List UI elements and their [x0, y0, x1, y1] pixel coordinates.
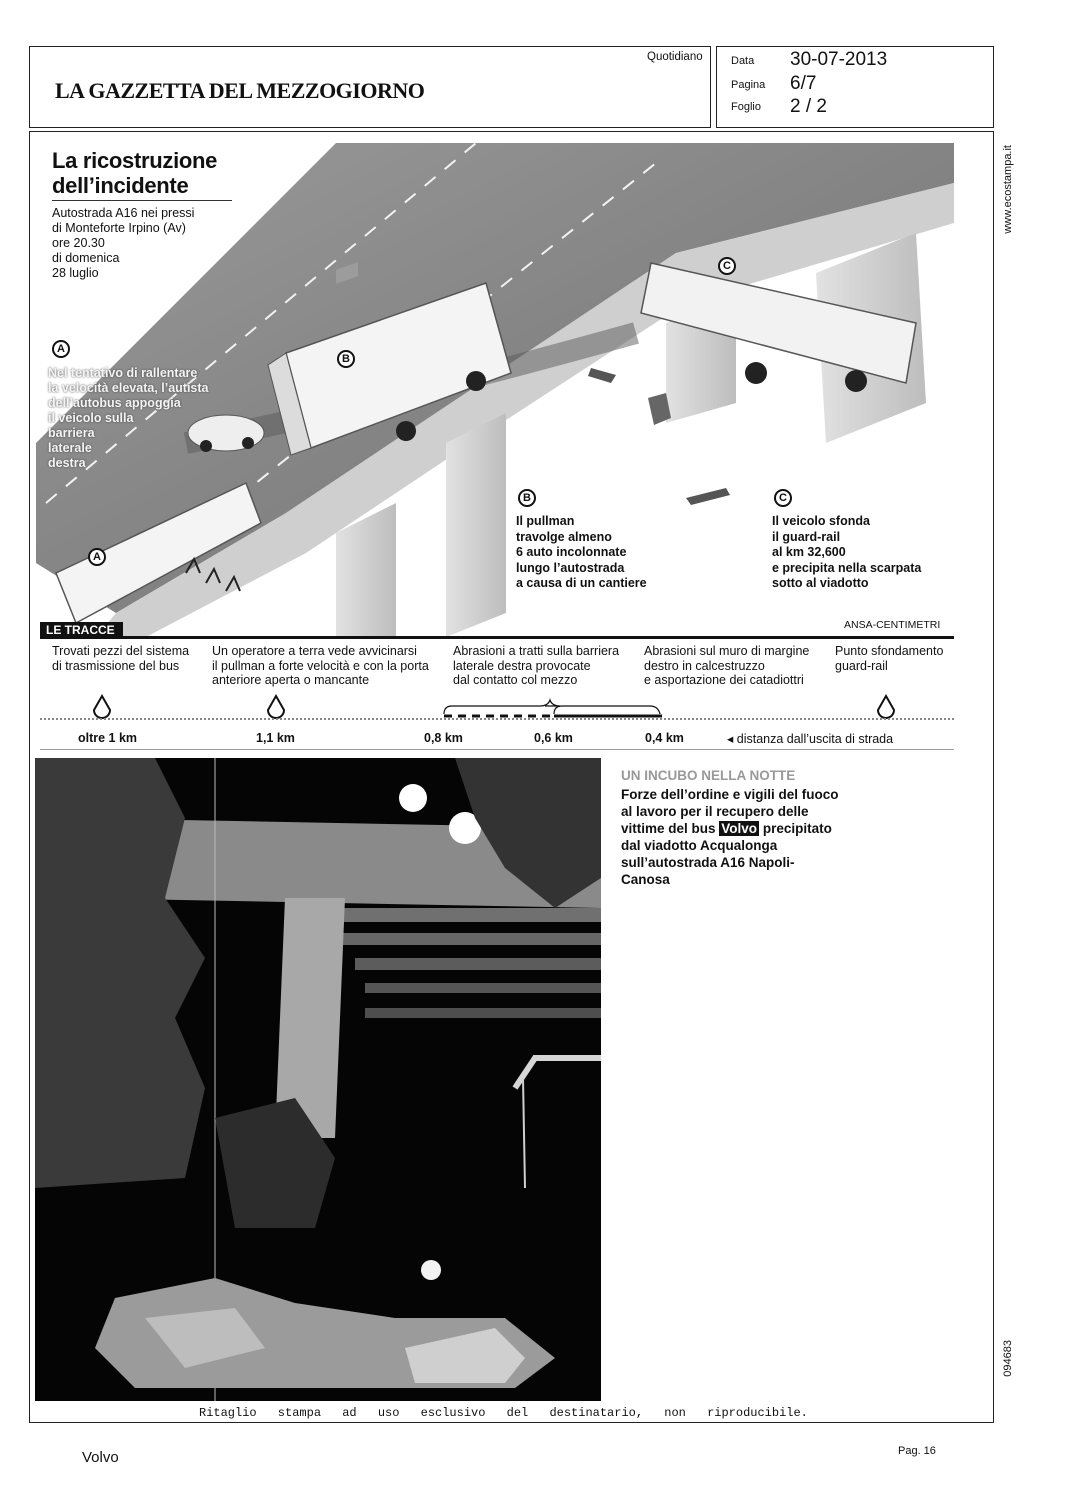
photo-beam [365, 1008, 601, 1018]
viaduct-pier [446, 413, 506, 637]
trace-line: Trovati pezzi del sistema [52, 644, 190, 658]
note-line: il guard-rail [772, 529, 841, 544]
drop-marker [268, 696, 284, 718]
debris [588, 368, 616, 383]
page-value: 6/7 [790, 73, 817, 94]
note-line: 6 auto incolonnate [516, 545, 627, 559]
trace-line: anteriore aperta o mancante [212, 673, 370, 687]
distance-label: 0,6 km [534, 731, 573, 745]
note-line: travolge almeno [516, 529, 612, 544]
badge-c: C [718, 257, 736, 275]
trace-line: e asportazione dei catadiottri [644, 673, 804, 687]
trace-line: di trasmissione del bus [52, 658, 180, 673]
distance-label: oltre 1 km [78, 731, 138, 745]
subtitle-line: di domenica [52, 251, 120, 265]
subtitle-line: ore 20.30 [52, 236, 105, 250]
infographic-subtitle [52, 206, 242, 281]
infographic-title [52, 148, 217, 198]
distance-label: 0,8 km [424, 731, 463, 745]
drop-marker [878, 696, 894, 718]
trace-item [52, 644, 189, 673]
trace-line: destro in calcestruzzo [644, 658, 765, 673]
badge-a-bus: A [88, 548, 106, 566]
photo-caption [621, 786, 841, 888]
masthead: LA GAZZETTA DEL MEZZOGIORNO [55, 78, 425, 103]
caption-kicker: UN INCUBO NELLA NOTTE [621, 768, 796, 783]
page-number: Pag. 16 [898, 1445, 936, 1457]
trace-line: laterale destra provocate [453, 658, 591, 673]
trace-line: guard-rail [835, 658, 888, 673]
note-line: la velocità elevata, l’autista [48, 381, 209, 395]
note-line: Il veicolo sfonda [772, 514, 870, 528]
note-line: sotto al viadotto [772, 576, 869, 590]
infographic-bottom-rule [40, 749, 954, 750]
subtitle-line: 28 luglio [52, 266, 99, 280]
flood-light [421, 1260, 441, 1280]
trace-line: dal contatto col mezzo [453, 673, 578, 687]
note-line: a causa di un cantiere [516, 576, 647, 590]
trace-item [212, 644, 429, 688]
page-label: Pagina [731, 79, 766, 91]
trace-line: il pullman a forte velocità e con la porta [212, 658, 429, 673]
badge-a: A [52, 340, 70, 358]
distance-caption: ◂ distanza dall’uscita di strada [727, 732, 894, 746]
note-line: barriera [48, 426, 95, 440]
trace-line: Punto sfondamento [835, 644, 944, 658]
debris [686, 488, 730, 505]
distance-axis [40, 718, 954, 720]
subtitle-line: Autostrada A16 nei pressi [52, 206, 195, 220]
sheet-value: 2 / 2 [790, 96, 827, 117]
note-c [772, 514, 947, 592]
badge-b: B [337, 350, 355, 368]
flood-light [399, 784, 427, 812]
caption-text: Forze dell’ordine e vigili del fuoco al lavoro per il recupero delle vittime del bus [621, 787, 839, 836]
distance-markers [40, 692, 954, 726]
title-rule [52, 200, 232, 201]
note-line: laterale [48, 441, 92, 455]
brace [554, 706, 660, 714]
note-line: Il pullman [516, 514, 575, 528]
tracce-label: LE TRACCE [40, 622, 123, 639]
sheet-label: Foglio [731, 101, 761, 113]
trace-line: Abrasioni sul muro di margine [644, 644, 810, 658]
note-line: Nel tentativo di rallentare [48, 366, 198, 380]
trace-item [453, 644, 619, 688]
keyword: Volvo [82, 1449, 119, 1466]
tracce-rule [40, 636, 954, 639]
brace [444, 700, 560, 714]
drop-marker [94, 696, 110, 718]
date-label: Data [731, 55, 755, 67]
distance-label: 0,4 km [645, 731, 684, 745]
badge-c-note: C [774, 489, 792, 507]
credit: ANSA-CENTIMETRI [844, 619, 941, 631]
trace-item [644, 644, 809, 688]
note-line: destra [48, 456, 86, 470]
caption-text: precipitato dal viadotto Acqualonga sull’autostrada A16 Napoli-Canosa [621, 821, 832, 887]
trace-line: Un operatore a terra vede avvicinarsi [212, 644, 417, 658]
subtitle-line: di Monteforte Irpino (Av) [52, 221, 186, 235]
photo-beam [365, 983, 601, 993]
trace-line: Abrasioni a tratti sulla barriera [453, 644, 620, 658]
date-value: 30-07-2013 [790, 49, 888, 70]
note-line: al km 32,600 [772, 545, 846, 559]
publication-type: Quotidiano [647, 51, 703, 63]
photo-beam [335, 933, 601, 945]
note-line: dell’autobus appoggia [48, 396, 181, 410]
clipping-note: Ritaglio stampa ad uso esclusivo del destinatario, non riproducibile. [199, 1406, 808, 1420]
note-a [48, 366, 213, 471]
note-line: il veicolo sulla [48, 411, 134, 425]
note-line: e precipita nella scarpata [772, 560, 922, 575]
distance-label: 1,1 km [256, 731, 295, 745]
side-code: 094683 [1002, 1340, 1014, 1377]
title-line: La ricostruzione [52, 148, 218, 173]
night-rescue-photo [35, 758, 601, 1401]
badge-b-note: B [518, 489, 536, 507]
side-url: www.ecostampa.it [1002, 145, 1014, 234]
photo-trees [35, 758, 205, 1188]
photo-beam [355, 958, 601, 970]
note-b [516, 514, 676, 592]
caption-highlight: Volvo [721, 821, 758, 836]
trace-item [835, 644, 943, 673]
note-line: lungo l’autostrada [516, 560, 625, 575]
title-line: dell’incidente [52, 173, 189, 198]
